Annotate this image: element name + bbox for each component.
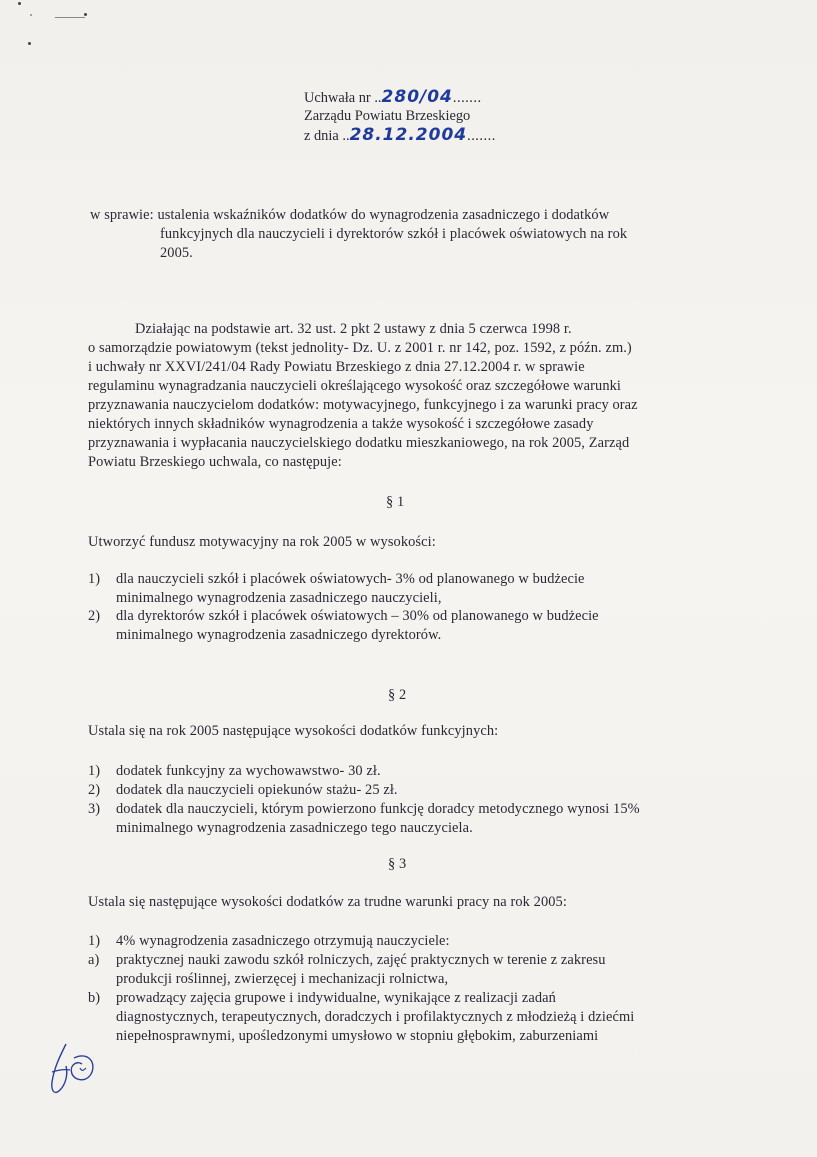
- subject-line-2: funkcyjnych dla nauczycieli i dyrektorów szkół i placówek oświatowych na rok: [160, 226, 628, 242]
- scan-speck: [30, 14, 32, 16]
- list-item-text: niepełnosprawnymi, upośledzonymi umysłowo w stopniu głębokim, zaburzeniami: [116, 1028, 599, 1044]
- list-item-text: praktycznej nauki zawodu szkół rolniczych, zajęć praktycznych w terenie z zakresu: [116, 952, 606, 968]
- date-line: [304, 126, 496, 145]
- list-item-number: 2): [88, 782, 101, 798]
- list-item-text: produkcji roślinnej, zwierzęcej i mechanizacji rolnictwa,: [116, 971, 449, 987]
- resolution-label: Uchwała nr ..: [304, 90, 382, 106]
- list-item-text: 4% wynagrodzenia zasadniczego otrzymują nauczyciele:: [116, 933, 450, 949]
- list-item-text: minimalnego wynagrodzenia zasadniczego dyrektorów.: [116, 627, 442, 643]
- list-item-text: dodatek funkcyjny za wychowawstwo- 30 zł.: [116, 763, 381, 779]
- scan-speck: [18, 2, 21, 5]
- preamble-line: przyznawania i wypłacania nauczycielskiego dodatku mieszkaniowego, na rok 2005, Zarząd: [88, 435, 630, 451]
- dots: .......: [452, 90, 482, 106]
- list-item-text: dodatek dla nauczycieli opiekunów stażu- 25 zł.: [116, 782, 398, 798]
- scan-line: [55, 17, 85, 18]
- dots: .......: [467, 128, 496, 144]
- preamble-line: i uchwały nr XXVI/241/04 Rady Powiatu Brzeskiego z dnia 27.12.2004 r. w sprawie: [88, 359, 585, 375]
- resolution-number-line: [304, 88, 496, 107]
- list-item-number: b): [88, 990, 101, 1006]
- date-label: z dnia ..: [304, 128, 350, 144]
- section-1-intro: Utworzyć fundusz motywacyjny na rok 2005 w wysokości:: [88, 534, 436, 550]
- scan-speck: [28, 42, 31, 45]
- preamble-line: przyznawania nauczycielom dodatków: motywacyjnego, funkcyjnego i za warunki pracy oraz: [88, 397, 638, 413]
- section-3-intro: Ustala się następujące wysokości dodatków za trudne warunki pracy na rok 2005:: [88, 894, 567, 910]
- list-item-number: a): [88, 952, 100, 968]
- scan-speck: [84, 13, 87, 16]
- list-item-text: dla dyrektorów szkół i placówek oświatowych – 30% od planowanego w budżecie: [116, 608, 599, 624]
- date-value: 28.12.2004: [349, 125, 468, 145]
- list-item-text: minimalnego wynagrodzenia zasadniczego nauczycieli,: [116, 590, 442, 606]
- section-heading-2: § 2: [388, 687, 407, 703]
- section-2-intro: Ustala się na rok 2005 następujące wysokości dodatków funkcyjnych:: [88, 723, 499, 739]
- preamble-line: o samorządzie powiatowym (tekst jednolity- Dz. U. z 2001 r. nr 142, poz. 1592, z późn. zm.): [88, 340, 632, 356]
- issuer: Zarządu Powiatu Brzeskiego: [304, 108, 471, 124]
- list-item-number: 2): [88, 608, 101, 624]
- preamble-line: niektórych innych składników wynagrodzenia a także wysokość i szczegółowe zasady: [88, 416, 594, 432]
- section-heading-1: § 1: [386, 494, 405, 510]
- section-heading-3: § 3: [388, 856, 407, 872]
- resolution-number: 280/04: [381, 87, 453, 107]
- list-item-number: 3): [88, 801, 101, 817]
- handwritten-initials-mark: [44, 1038, 100, 1102]
- list-item-number: 1): [88, 933, 101, 949]
- list-item-text: minimalnego wynagrodzenia zasadniczego tego nauczyciela.: [116, 820, 473, 836]
- list-item-text: prowadzący zajęcia grupowe i indywidualne, wynikające z realizacji zadań: [116, 990, 556, 1006]
- preamble-line: regulaminu wynagradzania nauczycieli określającego wysokość oraz szczegółowe warunki: [88, 378, 622, 394]
- list-item-text: diagnostycznych, terapeutycznych, doradczych i profilaktycznych z młodzieżą i dziećmi: [116, 1009, 635, 1025]
- subject-line-1: w sprawie: ustalenia wskaźników dodatków do wynagrodzenia zasadniczego i dodatków: [90, 207, 610, 223]
- list-item-number: 1): [88, 763, 101, 779]
- subject-line-3: 2005.: [160, 245, 193, 261]
- preamble-line: Powiatu Brzeskiego uchwala, co następuje:: [88, 454, 342, 470]
- resolution-header: [304, 88, 496, 145]
- preamble-line: Działając na podstawie art. 32 ust. 2 pkt 2 ustawy z dnia 5 czerwca 1998 r.: [135, 321, 572, 337]
- list-item-number: 1): [88, 571, 101, 587]
- list-item-text: dodatek dla nauczycieli, którym powierzono funkcję doradcy metodycznego wynosi 15%: [116, 801, 640, 817]
- list-item-text: dla nauczycieli szkół i placówek oświatowych- 3% od planowanego w budżecie: [116, 571, 585, 587]
